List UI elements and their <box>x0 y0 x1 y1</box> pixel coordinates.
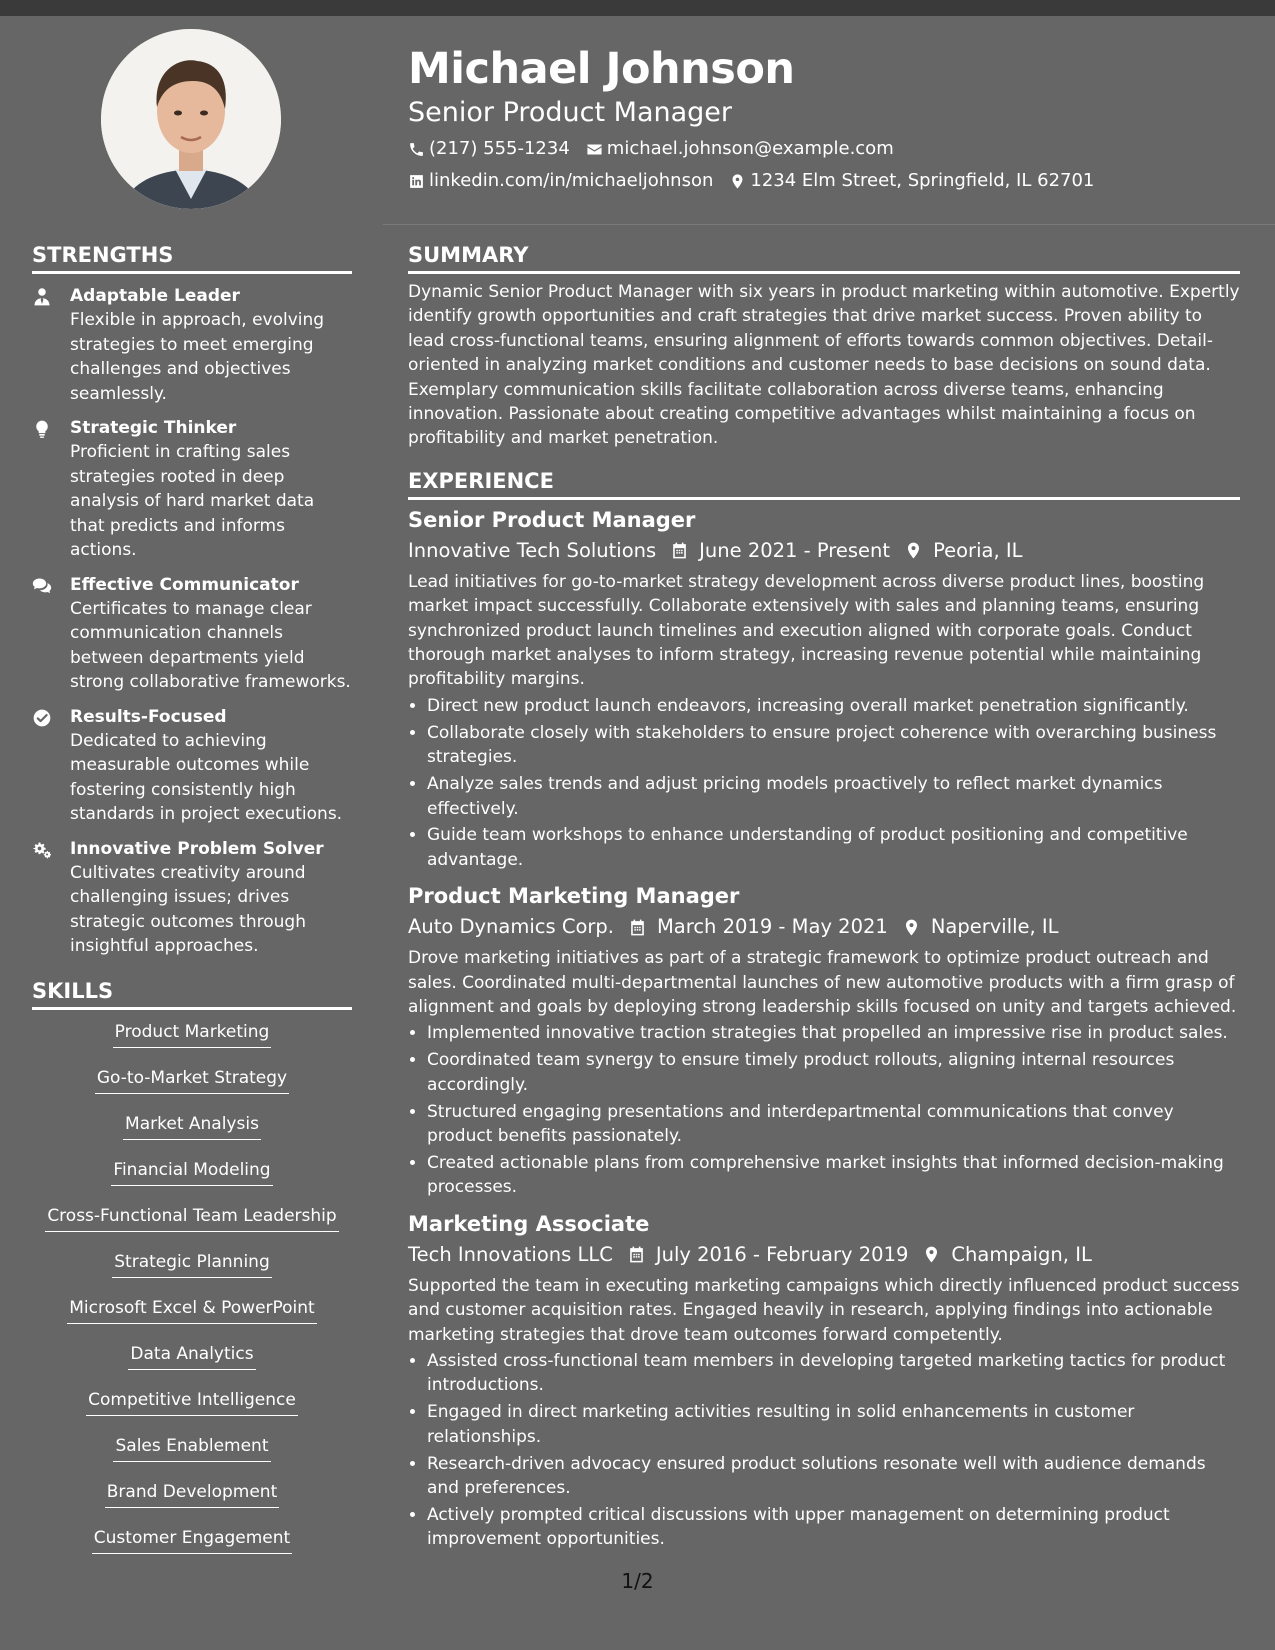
job-location: Champaign, IL <box>951 1242 1092 1266</box>
candidate-name: Michael Johnson <box>408 44 795 94</box>
calendar-icon <box>670 541 689 560</box>
job-location: Peoria, IL <box>933 538 1023 562</box>
address-text: 1234 Elm Street, Springfield, IL 62701 <box>750 170 1095 191</box>
email-text: michael.johnson@example.com <box>606 138 894 159</box>
job-bullet: • Analyze sales trends and adjust pricing models proactively to reflect market dynamics effectively. <box>427 772 1240 821</box>
strength-desc: Certificates to manage clear communication channels between departments yield strong collaborative frameworks. <box>70 598 351 692</box>
job-location: Naperville, IL <box>930 915 1059 939</box>
job-bullet: • Assisted cross-functional team members in developing targeted marketing tactics for product introductions. <box>427 1349 1240 1398</box>
job-bullets <box>408 1021 1240 1199</box>
job-location-item <box>922 1240 1091 1270</box>
skill-tag: Financial Modeling <box>111 1158 272 1186</box>
strength-item <box>32 284 352 406</box>
job-title: Marketing Associate <box>408 1211 650 1236</box>
strength-desc: Dedicated to achieving measurable outcomes while fostering consistently high standards in project executions. <box>70 730 343 824</box>
map-pin-icon <box>902 918 921 937</box>
skill-tag: Customer Engagement <box>92 1526 292 1554</box>
phone-icon <box>408 141 425 158</box>
job-dates-item <box>670 536 890 566</box>
job-bullet: • Coordinated team synergy to ensure timely product rollouts, aligning internal resources accordingly. <box>427 1048 1240 1097</box>
job-bullet: • Research-driven advocacy ensured product solutions resonate well with audience demands and preferences. <box>427 1452 1240 1501</box>
strength-desc: Proficient in crafting sales strategies rooted in deep analysis of hard market data that predicts and informs actions. <box>70 442 315 560</box>
job-dates-item <box>628 912 888 942</box>
job-meta <box>408 1240 1240 1270</box>
job-location-item <box>902 912 1059 942</box>
job-bullet: • Actively prompted critical discussions with upper management on determining product improvement opportunities. <box>427 1503 1240 1552</box>
job-dates: June 2021 - Present <box>699 538 891 562</box>
strength-title: Effective Communicator <box>70 574 299 595</box>
top-bar <box>0 0 1275 16</box>
phone-text: (217) 555-1234 <box>429 138 570 159</box>
job-location-item <box>904 536 1022 566</box>
skills-heading: SKILLS <box>32 977 352 1010</box>
contact-row-2 <box>408 166 1248 196</box>
lightbulb-icon <box>32 419 52 439</box>
skill-tag: Go-to-Market Strategy <box>95 1066 289 1094</box>
map-pin-icon <box>729 173 746 190</box>
skill-tag: Sales Enablement <box>113 1434 270 1462</box>
calendar-icon <box>627 1245 646 1264</box>
skills-list <box>32 1020 352 1572</box>
resume-header <box>408 42 1248 196</box>
job-description: Drove marketing initiatives as part of a strategic framework to optimize product outreach and sales. Coordinated multi-departmental launches of new automotive products with a firm grasp of alignment and goals by deploying strong leadership skills focused on unity and targets achieved. <box>408 948 1237 1018</box>
strength-title: Innovative Problem Solver <box>70 838 324 859</box>
skill-tag: Brand Development <box>105 1480 279 1508</box>
contact-row-1 <box>408 134 1248 164</box>
skill-tag: Cross-Functional Team Leadership <box>45 1204 338 1232</box>
job-description: Supported the team in executing marketing campaigns which directly influenced product success and customer acquisition rates. Engaged heavily in research, applying findings into actionable marketing strategies that drove team outcomes forward competently. <box>408 1275 1240 1345</box>
user-tie-icon <box>32 287 52 307</box>
calendar-icon <box>628 918 647 937</box>
linkedin-icon <box>408 173 425 190</box>
map-pin-icon <box>904 541 923 560</box>
envelope-icon <box>586 141 603 158</box>
job-meta <box>408 536 1240 566</box>
summary-heading: SUMMARY <box>408 241 1240 274</box>
candidate-title: Senior Product Manager <box>408 97 733 128</box>
job-bullet: • Direct new product launch endeavors, increasing overall market penetration significantly. <box>427 694 1240 718</box>
left-column <box>32 241 352 1572</box>
job-company: Auto Dynamics Corp. <box>408 915 614 939</box>
job-bullet: • Structured engaging presentations and interdepartmental communications that convey product benefits passionately. <box>427 1100 1240 1149</box>
skill-tag: Data Analytics <box>128 1342 255 1370</box>
job-bullet: • Implemented innovative traction strategies that propelled an impressive rise in product sales. <box>427 1021 1240 1045</box>
address-item <box>729 166 1094 196</box>
job-entry <box>408 1210 1240 1552</box>
skill-tag: Competitive Intelligence <box>86 1388 298 1416</box>
summary-text: Dynamic Senior Product Manager with six years in product marketing within automotive. Expertly identify growth opportunities and craft strategies that drive market success. Proven ability to lead cross-functional teams, ensuring alignment of efforts towards common objectives. Detail-oriented in analyzing market conditions and customer needs to base decisions on sound data. Exemplary communication skills facilitate collaboration across diverse teams, enhancing innovation. Passionate about creating competitive advantages whilst maintaining a focus on profitability and market penetration. <box>408 282 1240 449</box>
gears-icon <box>32 840 52 860</box>
strength-item <box>32 837 352 959</box>
strength-title: Strategic Thinker <box>70 418 237 438</box>
phone-item[interactable] <box>408 134 570 164</box>
experience-heading: EXPERIENCE <box>408 467 1240 500</box>
strength-desc: Cultivates creativity around challenging issues; drives strategic outcomes through insightful approaches. <box>70 862 306 956</box>
job-description: Lead initiatives for go-to-market strategy development across diverse product lines, boosting market impact successfully. Collaborate extensively with sales and planning teams, ensuring synchronized product launch timelines and execution aligned with corporate goals. Conduct thorough market analyses to inform strategy, increasing revenue potential while maintaining profitability margins. <box>408 571 1205 690</box>
strength-desc: Flexible in approach, evolving strategies to meet emerging challenges and objectives seamlessly. <box>70 310 325 404</box>
job-company: Innovative Tech Solutions <box>408 538 657 562</box>
job-title: Senior Product Manager <box>408 507 696 532</box>
job-dates: July 2016 - February 2019 <box>655 1242 909 1266</box>
skill-tag: Product Marketing <box>113 1020 272 1048</box>
map-pin-icon <box>922 1245 941 1264</box>
profile-photo <box>101 29 281 209</box>
job-meta <box>408 912 1240 942</box>
job-title: Product Marketing Manager <box>408 884 740 909</box>
job-bullet: • Collaborate closely with stakeholders to ensure project coherence with overarching business strategies. <box>427 721 1240 770</box>
header-divider <box>383 224 1275 225</box>
right-column <box>408 241 1240 1562</box>
skill-tag: Market Analysis <box>123 1112 261 1140</box>
job-bullet: • Created actionable plans from comprehensive market insights that informed decision-making processes. <box>427 1151 1240 1200</box>
strength-item <box>32 573 352 695</box>
strength-title: Adaptable Leader <box>70 286 240 306</box>
job-company: Tech Innovations LLC <box>408 1242 613 1266</box>
job-bullets <box>408 1349 1240 1552</box>
skill-tag: Microsoft Excel & PowerPoint <box>67 1296 316 1324</box>
page-number: 1/2 <box>621 1569 654 1593</box>
comments-icon <box>32 576 52 596</box>
job-bullet: • Engaged in direct marketing activities resulting in solid enhancements in customer relationships. <box>427 1400 1240 1449</box>
job-bullets <box>408 694 1240 872</box>
linkedin-item[interactable] <box>408 166 713 196</box>
strength-item <box>32 416 352 563</box>
linkedin-text: linkedin.com/in/michaeljohnson <box>429 170 714 191</box>
job-entry <box>408 882 1240 1200</box>
job-entry <box>408 506 1240 872</box>
strengths-heading: STRENGTHS <box>32 241 352 274</box>
email-item[interactable] <box>586 134 894 164</box>
strength-title: Results-Focused <box>70 706 227 727</box>
check-circle-icon <box>32 708 52 728</box>
skill-tag: Strategic Planning <box>112 1250 271 1278</box>
job-dates-item <box>627 1240 909 1270</box>
job-dates: March 2019 - May 2021 <box>656 915 888 939</box>
job-bullet: • Guide team workshops to enhance understanding of product positioning and competitive advantage. <box>427 823 1240 872</box>
strength-item <box>32 705 352 827</box>
